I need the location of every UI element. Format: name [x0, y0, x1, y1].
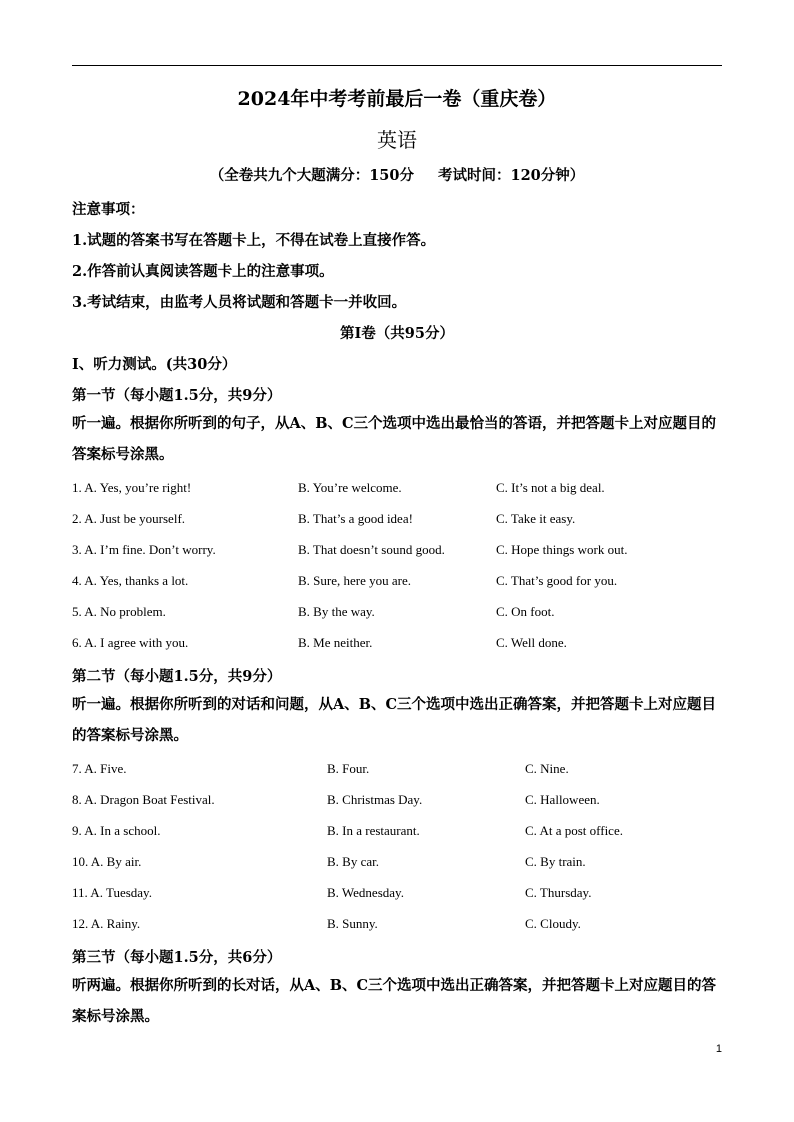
question-row — [72, 480, 722, 498]
option-b: B. Wednesday. — [327, 885, 404, 900]
option-c: C. It’s not a big deal. — [496, 480, 605, 495]
section-title: 第二节（每小题1.5分，共9分） — [72, 668, 282, 685]
notes-heading: 注意事项： — [72, 201, 145, 218]
note-item: 2.作答前认真阅读答题卡上的注意事项。 — [72, 263, 334, 280]
option-a: 3. A. I’m fine. Don’t worry. — [72, 542, 216, 557]
option-c: C. Cloudy. — [525, 916, 581, 931]
note-item: 3.考试结束，由监考人员将试题和答题卡一并收回。 — [72, 294, 407, 311]
question-row — [72, 885, 722, 903]
option-b: B. Sure, here you are. — [298, 573, 411, 588]
exam-info-time: 考试时间：120分钟） — [438, 167, 585, 184]
option-b: B. Four. — [327, 761, 370, 776]
question-row — [72, 573, 722, 591]
option-b: B. By the way. — [298, 604, 375, 619]
subject-title: 英语 — [377, 128, 417, 152]
question-row — [72, 854, 722, 872]
option-b: B. Sunny. — [327, 916, 378, 931]
option-c: C. That’s good for you. — [496, 573, 618, 588]
option-c: C. Take it easy. — [496, 511, 576, 526]
option-b: B. In a restaurant. — [327, 823, 420, 838]
section-title: 第一节（每小题1.5分，共9分） — [72, 387, 282, 404]
option-c: C. Thursday. — [525, 885, 592, 900]
option-b: B. Christmas Day. — [327, 792, 423, 807]
section-instruction: 听一遍。根据你所听到的对话和问题，从A、B、C三个选项中选出正确答案，并把答题卡上对应题目的答案标号涂黑。 — [72, 696, 717, 744]
page-number: 1 — [715, 1043, 722, 1055]
option-a: 9. A. In a school. — [72, 823, 161, 838]
option-b: B. Me neither. — [298, 635, 373, 650]
option-a: 5. A. No problem. — [72, 604, 166, 619]
part-title: Ⅰ、听力测试。(共30分） — [72, 356, 237, 373]
option-c: C. Halloween. — [525, 792, 600, 807]
section-instruction: 听一遍。根据你所听到的句子，从A、B、C三个选项中选出最恰当的答语，并把答题卡上对应题目的答案标号涂黑。 — [72, 415, 717, 463]
option-b: B. That doesn’t sound good. — [298, 542, 445, 557]
exam-info-score: （全卷共九个大题满分：150分 — [209, 167, 414, 184]
page-title: 2024年中考考前最后一卷（重庆卷） — [237, 88, 557, 110]
option-b: B. You’re welcome. — [298, 480, 402, 495]
option-c: C. Well done. — [496, 635, 567, 650]
question-row — [72, 511, 722, 529]
volume-title: 第Ⅰ卷（共95分） — [340, 325, 454, 342]
option-a: 12. A. Rainy. — [72, 916, 141, 931]
option-c: C. Nine. — [525, 761, 569, 776]
question-row — [72, 792, 722, 810]
exam-info — [0, 164, 794, 185]
option-a: 1. A. Yes, you’re right! — [72, 480, 192, 495]
option-a: 7. A. Five. — [72, 761, 127, 776]
option-a: 2. A. Just be yourself. — [72, 511, 186, 526]
question-row — [72, 604, 722, 622]
note-item: 1.试题的答案书写在答题卡上，不得在试卷上直接作答。 — [72, 232, 436, 249]
option-c: C. Hope things work out. — [496, 542, 628, 557]
question-row — [72, 823, 722, 841]
option-a: 4. A. Yes, thanks a lot. — [72, 573, 189, 588]
question-row — [72, 916, 722, 934]
option-c: C. By train. — [525, 854, 586, 869]
option-c: C. On foot. — [496, 604, 555, 619]
section-title: 第三节（每小题1.5分，共6分） — [72, 949, 282, 966]
question-row — [72, 635, 722, 653]
question-row — [72, 761, 722, 779]
option-a: 6. A. I agree with you. — [72, 635, 189, 650]
option-a: 8. A. Dragon Boat Festival. — [72, 792, 215, 807]
top-rule — [72, 65, 722, 66]
option-a: 10. A. By air. — [72, 854, 142, 869]
option-c: C. At a post office. — [525, 823, 623, 838]
question-row — [72, 542, 722, 560]
option-b: B. By car. — [327, 854, 379, 869]
option-b: B. That’s a good idea! — [298, 511, 413, 526]
option-a: 11. A. Tuesday. — [72, 885, 152, 900]
section-instruction: 听两遍。根据你所听到的长对话，从A、B、C三个选项中选出正确答案，并把答题卡上对应题目的答案标号涂黑。 — [72, 977, 717, 1025]
